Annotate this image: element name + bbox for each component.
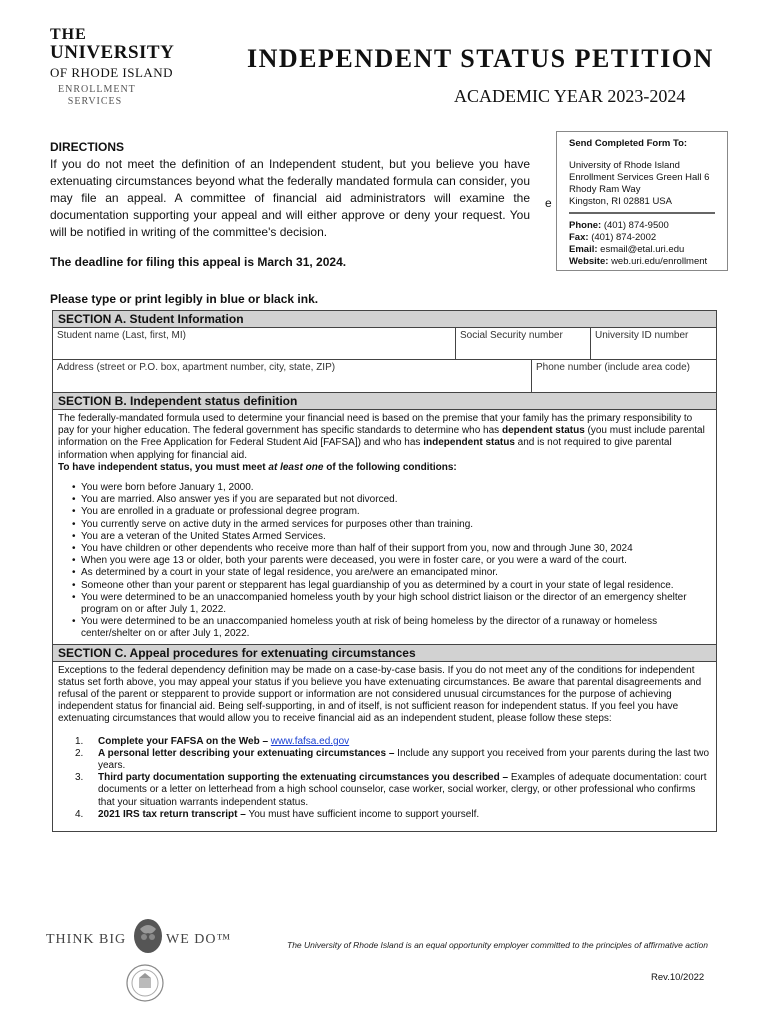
condition-item: • You are a veteran of the United States Armed Services.: [72, 531, 711, 543]
phone-line: Phone: (401) 874-9500: [569, 220, 669, 231]
phone-number-field[interactable]: Phone number (include area code): [531, 360, 716, 392]
condition-item: • You are married. Also answer yes if you are separated but not divorced.: [72, 494, 711, 506]
university-id-field[interactable]: University ID number: [590, 328, 716, 359]
step-item: 1. Complete your FAFSA on the Web – www.fafsa.ed.gov: [75, 735, 350, 747]
directions-heading: DIRECTIONS: [50, 140, 125, 154]
steps-list: [58, 736, 711, 821]
logo-of-rhode-island: OF RHODE ISLAND: [50, 65, 174, 80]
section-a-heading: SECTION A. Student Information: [53, 311, 716, 328]
think-big-slogan: THINK BIG: [46, 932, 127, 947]
academic-year: ACADEMIC YEAR 2023-2024: [454, 86, 686, 106]
section-a-row-1: [53, 328, 716, 360]
section-b-must-meet: To have independent status, you must meet at least one of the following conditions:: [58, 461, 457, 473]
ink-instructions: Please type or print legibly in blue or black ink.: [50, 292, 319, 306]
logo-university: UNIVERSITY: [50, 42, 175, 63]
equal-opportunity-statement: The University of Rhode Island is an equal opportunity employer committed to the principles of affirmative action: [287, 940, 708, 950]
page-title: INDEPENDENT STATUS PETITION: [247, 44, 714, 73]
ram-logo-icon: [132, 917, 164, 955]
condition-item: • You were born before January 1, 2000.: [72, 482, 711, 494]
send-to-box: [556, 131, 728, 271]
fafsa-link[interactable]: www.fafsa.ed.gov: [270, 735, 350, 747]
address-line: Kingston, RI 02881 USA: [569, 196, 672, 207]
step-item: 4. 2021 IRS tax return transcript – You must have sufficient income to support yourself.: [75, 808, 480, 820]
address-line: Rhody Ram Way: [569, 184, 641, 195]
condition-item: • Someone other than your parent or stepparent has legal guardianship of you as determined by a court in your state of legal residence.: [72, 580, 711, 592]
logo-enrollment: ENROLLMENT: [58, 84, 136, 95]
condition-item: • You are enrolled in a graduate or professional degree program.: [72, 506, 711, 518]
divider: [569, 212, 715, 214]
address-line: University of Rhode Island: [569, 160, 680, 171]
section-a-row-2: [53, 360, 716, 393]
logo-services: SERVICES: [67, 96, 123, 107]
send-to-title: Send Completed Form To:: [569, 138, 688, 149]
ssn-field[interactable]: Social Security number: [455, 328, 590, 359]
conditions-list: [58, 482, 711, 641]
university-seal-icon: [126, 964, 164, 1002]
condition-item: • As determined by a court in your state of legal residence, you are/were an emancipated minor.: [72, 567, 711, 579]
section-b-intro: The federally-mandated formula used to determine your financial need is based on the premise that your family has the primary responsibility to pay for your higher education. The federal government has specific standards to determine who has dependent status (you must include parental information on the Free Application for Federal Student Aid [FAFSA]) and who has independent status and is not required to give parental information when applying for financial aid.: [58, 413, 705, 461]
deadline-notice: The deadline for filing this appeal is March 31, 2024.: [50, 255, 347, 269]
stray-character: e: [545, 196, 552, 210]
fax-line: Fax: (401) 874-2002: [569, 232, 657, 243]
revision-date: Rev.10/2022: [651, 972, 705, 983]
directions-body: If you do not meet the definition of an Independent student, but you believe you have extenuating circumstances beyond what the federally mandated formula can consider, you may file an appeal. A committee of financial aid administrators will examine the documentation supporting your appeal and will either approve or deny your request. You will be notified in writing of the committee's decision.: [50, 157, 530, 239]
website-line: Website: web.uri.edu/enrollment: [569, 256, 708, 267]
condition-item: • You were determined to be an unaccompanied homeless youth at risk of being homeless by the director of a runaway or homeless center/shelter on or after July 1, 2022.: [72, 616, 711, 640]
email-line: Email: esmail@etal.uri.edu: [569, 244, 685, 255]
we-do-slogan: WE DO™: [166, 932, 232, 947]
step-item: 2. A personal letter describing your extenuating circumstances – Include any support you received from your parents during the last two years.: [75, 747, 710, 772]
step-item: 3. Third party documentation supporting the extenuating circumstances you described – Examples of adequate documentation: court documents or a letter on letterhead from a high school counselor, case worker, social worker, clergy, or other professional who confirms that your situation warrants independent status.: [75, 772, 707, 808]
logo-enrollment-services: [58, 84, 136, 108]
student-name-field[interactable]: Student name (Last, first, MI): [57, 330, 186, 341]
section-b-heading: SECTION B. Independent status definition: [53, 393, 716, 410]
condition-item: • You have children or other dependents who receive more than half of their support from you, now and through June 30, 2024: [72, 543, 711, 555]
address-line: Enrollment Services Green Hall 6: [569, 172, 710, 183]
section-c-text: Exceptions to the federal dependency definition may be made on a case-by-case basis. If you do not meet any of the conditions for independent status set forth above, you may appeal your status if you believe you have extenuating circumstances. Be aware that parental disagreements and refusal of the parent or stepparent to provide support or information are not considered unusual circumstances for the purpose of achieving independent status for financial aid. Being self-supporting, in and of itself, is not sufficient reason for independent status. If you feel you have extenuating circumstances that would allow you to receive financial aid as an independent student, please follow these steps:: [58, 664, 702, 725]
condition-item: • When you were age 13 or older, both your parents were deceased, you were in foster care, or you were a ward of the court.: [72, 555, 711, 567]
condition-item: • You currently serve on active duty in the armed services for purposes other than training.: [72, 519, 711, 531]
section-c-heading: SECTION C. Appeal procedures for extenuating circumstances: [53, 645, 716, 662]
logo-the: THE: [50, 26, 87, 43]
condition-item: • You were determined to be an unaccompanied homeless youth by your high school district liaison or the director of an emergency shelter program on or after July 1, 2022.: [72, 592, 711, 616]
section-c-body: [53, 662, 716, 831]
section-b-body: [53, 410, 716, 645]
address-field[interactable]: Address (street or P.O. box, apartment number, city, state, ZIP): [57, 362, 336, 373]
petition-form: [52, 310, 717, 832]
